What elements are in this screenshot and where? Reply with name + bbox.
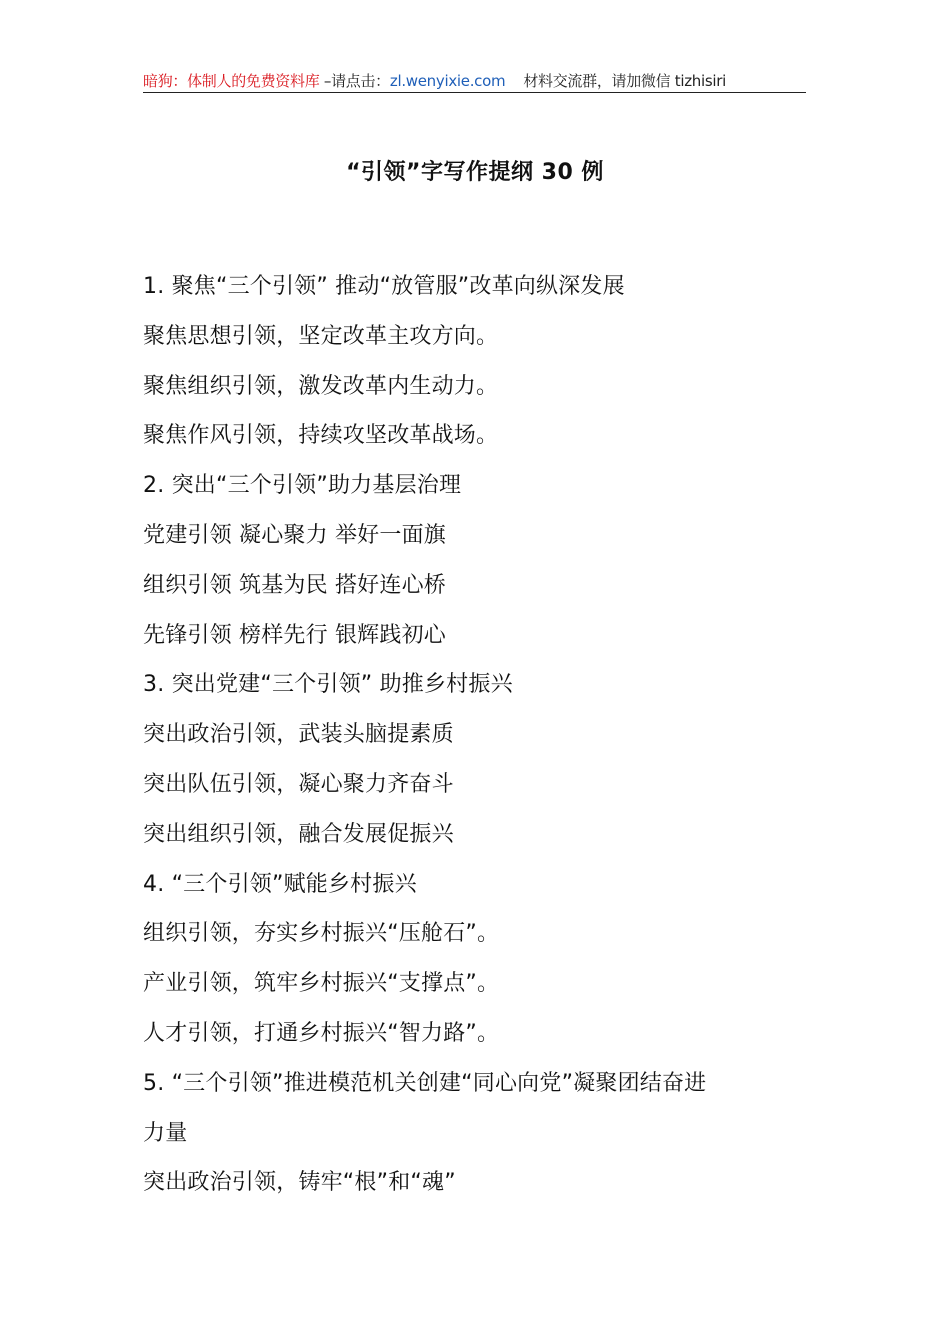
- outline-item: 组织引领，夯实乡村振兴“压舱石”。: [143, 921, 500, 947]
- header-brand: 暗狗：体制人的免费资料库: [143, 72, 320, 90]
- outline-item: 聚焦组织引领，激发改革内生动力。: [143, 373, 499, 399]
- outline-item: 突出队伍引领，凝心聚力齐奋斗: [143, 771, 454, 797]
- document-title: “引领”字写作提纲 30 例: [346, 160, 604, 185]
- outline-heading-5-continued: 力量: [143, 1120, 188, 1146]
- header-note: 材料交流群，请加微信 tizhisiri: [523, 72, 726, 90]
- outline-heading-5: 5. “三个引领”推进模范机关创建“同心向党”凝聚团结奋进: [143, 1070, 707, 1096]
- outline-item: 先锋引领 榜样先行 银辉践初心: [143, 622, 446, 648]
- outline-item: 聚焦作风引领，持续攻坚改革战场。: [143, 423, 499, 449]
- outline-item: 突出政治引领，铸牢“根”和“魂”: [143, 1170, 456, 1196]
- outline-item: 组织引领 筑基为民 搭好连心桥: [143, 572, 446, 598]
- outline-item: 突出政治引领，武装头脑提素质: [143, 722, 454, 748]
- header-rule: [143, 92, 806, 93]
- outline-item: 产业引领，筑牢乡村振兴“支撑点”。: [143, 971, 500, 997]
- outline-heading-4: 4. “三个引领”赋能乡村振兴: [143, 871, 417, 897]
- outline-item: 突出组织引领，融合发展促振兴: [143, 821, 454, 847]
- header-link[interactable]: zl.wenyixie.com: [389, 72, 506, 90]
- page-header: [143, 70, 806, 92]
- outline-item: 聚焦思想引领，坚定改革主攻方向。: [143, 323, 499, 349]
- outline-item: 党建引领 凝心聚力 举好一面旗: [143, 522, 446, 548]
- outline-heading-2: 2. 突出“三个引领”助力基层治理: [143, 473, 462, 499]
- header-separator: –请点击：: [319, 72, 390, 90]
- outline-heading-3: 3. 突出党建“三个引领” 助推乡村振兴: [143, 672, 513, 698]
- outline-heading-1: 1. 聚焦“三个引领” 推动“放管服”改革向纵深发展: [143, 274, 625, 299]
- document-body: [143, 262, 803, 1208]
- outline-item: 人才引领，打通乡村振兴“智力路”。: [143, 1020, 500, 1046]
